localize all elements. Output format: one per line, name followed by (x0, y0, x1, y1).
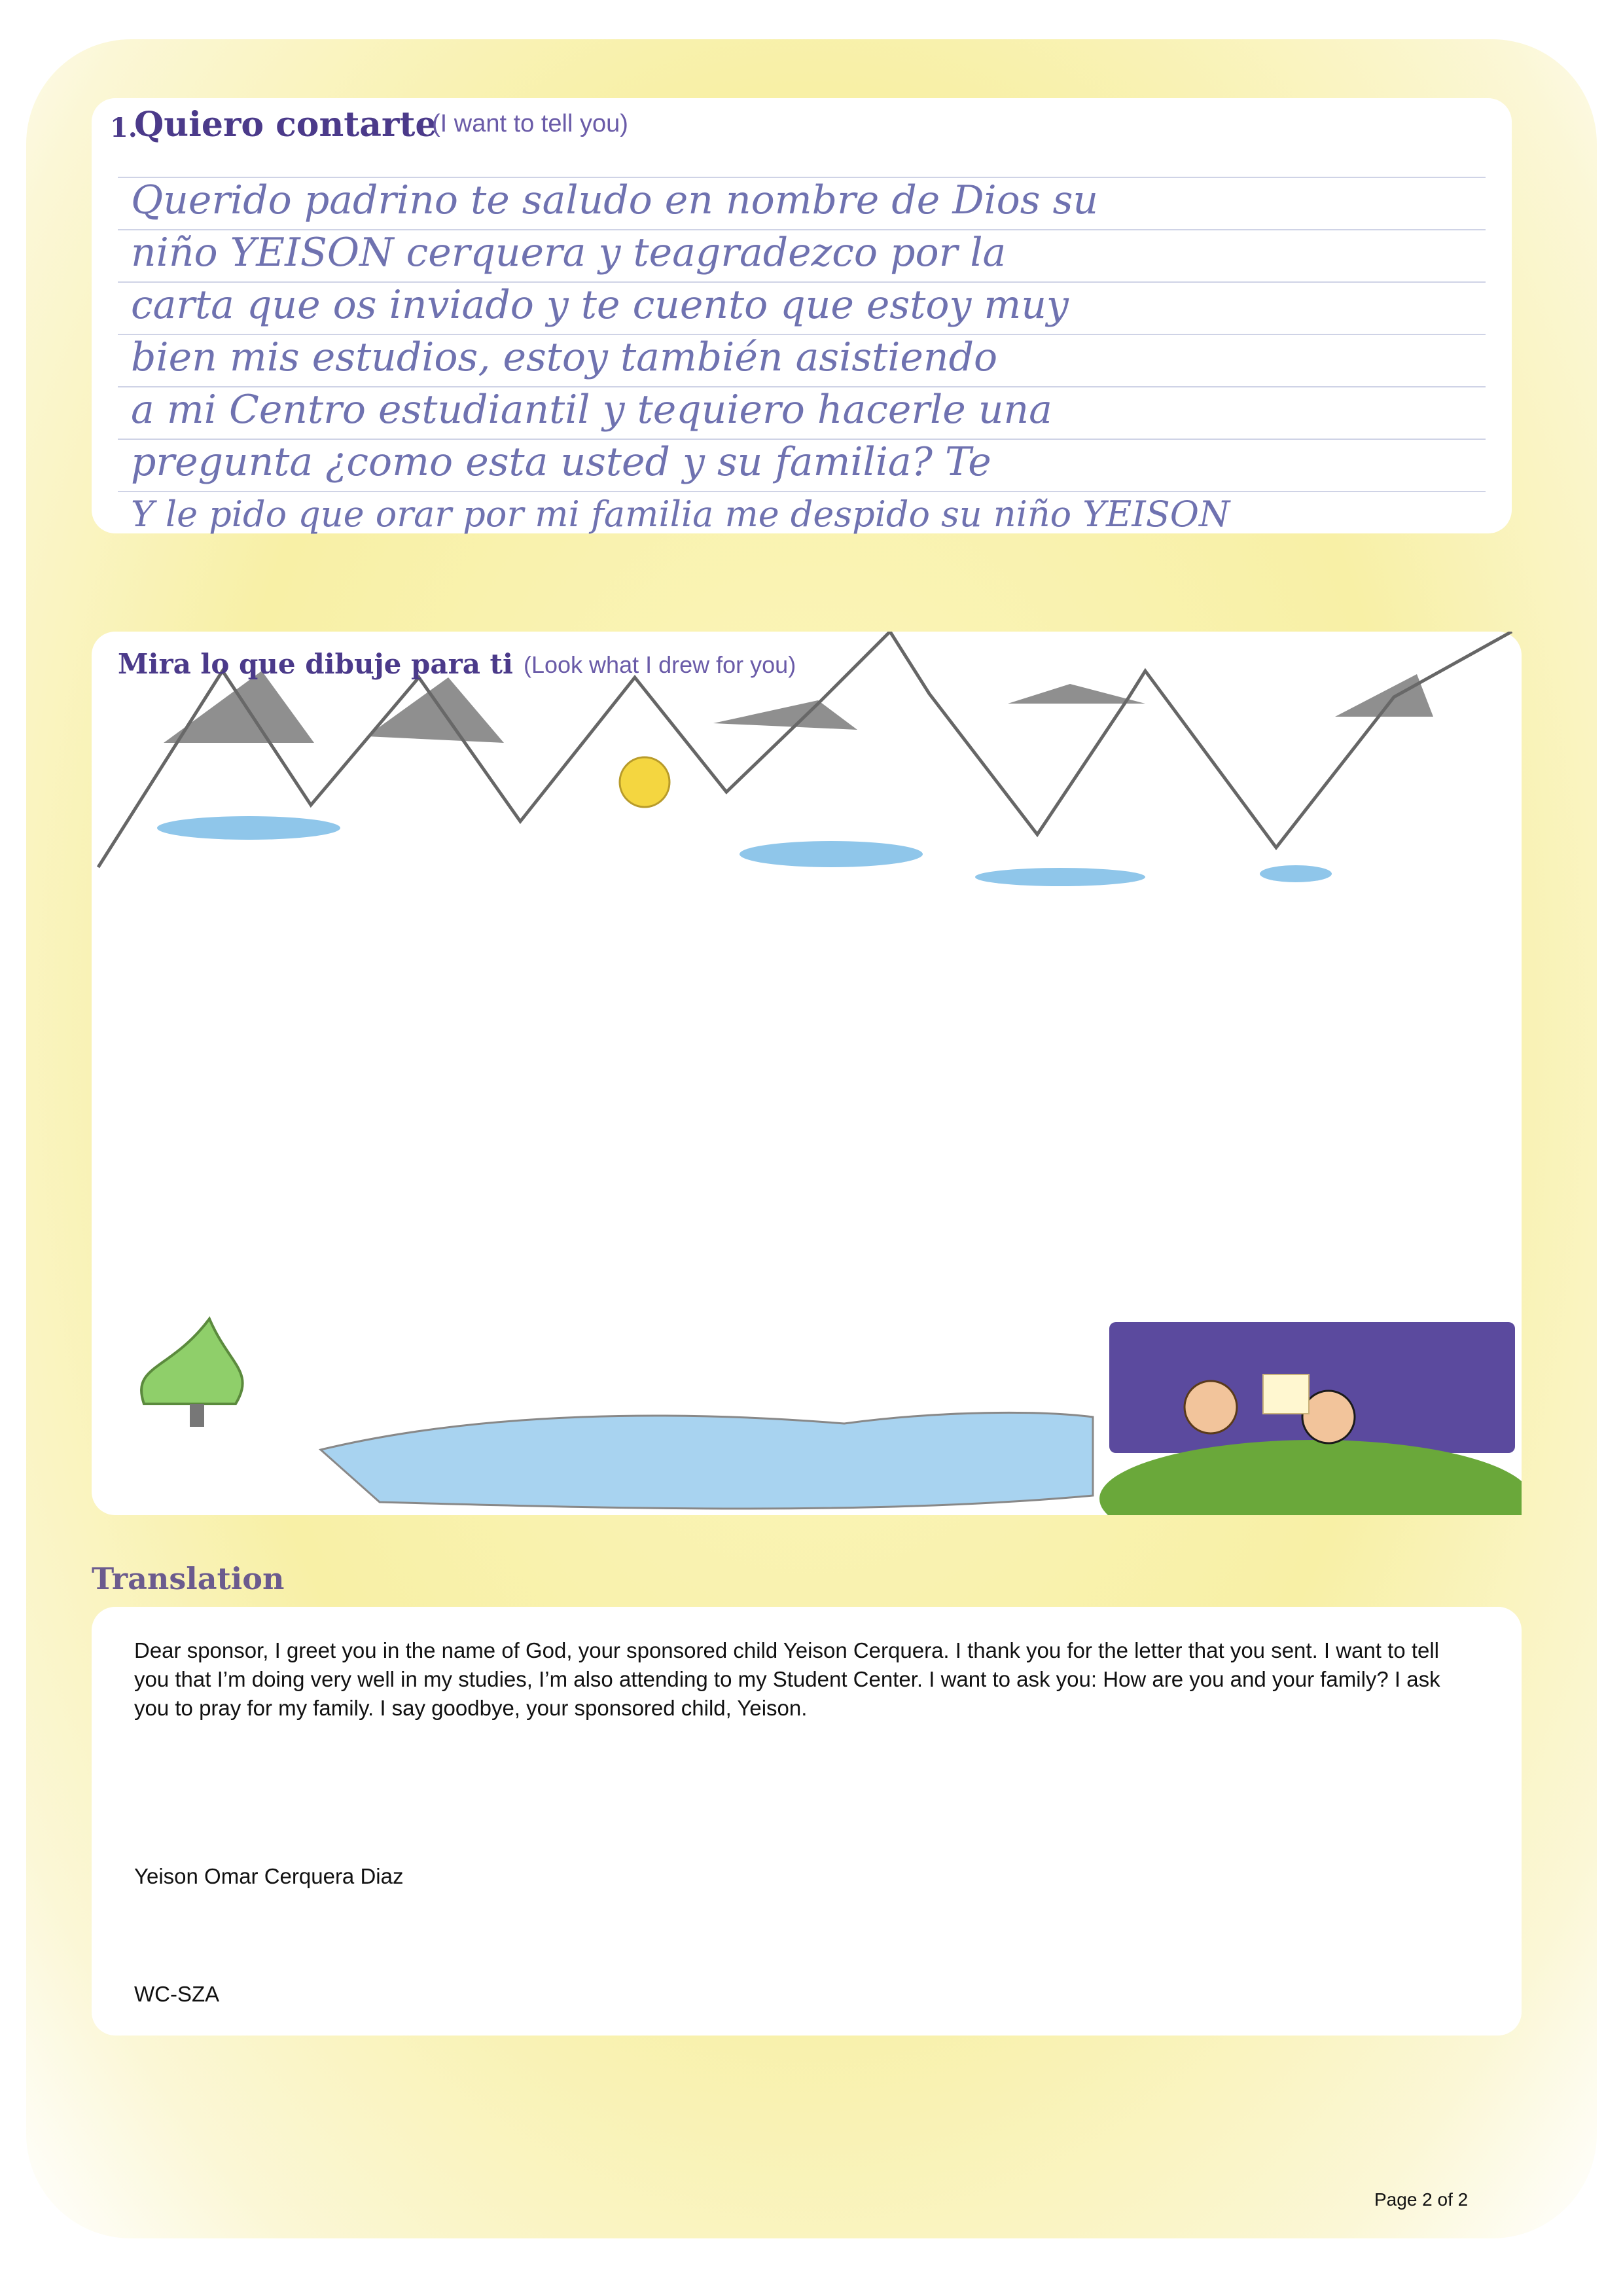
handwriting-line: bien mis estudios, estoy también asistiendo (131, 334, 998, 380)
handwriting-line: Querido padrino te saludo en nombre de Dios su (131, 177, 1099, 223)
child-boy-head (1185, 1381, 1237, 1433)
translation-code: WC-SZA (134, 1982, 220, 2006)
translator-name: Yeison Omar Cerquera Diaz (134, 1864, 404, 1888)
child-drawing (92, 632, 1522, 1515)
sun (620, 757, 669, 807)
lake (975, 868, 1145, 886)
drawing-paper (1263, 1374, 1309, 1414)
handwriting-line: carta que os inviado y te cuento que estoy muy (131, 282, 1069, 328)
mountain-peak (366, 677, 504, 743)
tree (141, 1319, 243, 1404)
handwriting-line: Y le pido que orar por mi familia me despido su niño YEISON (131, 493, 1230, 535)
handwriting-line: pregunta ¿como esta usted y su familia? Te (131, 439, 991, 485)
letter-panel (92, 98, 1512, 533)
section2-title: Mira lo que dibuje para ti (118, 648, 513, 680)
lake (740, 841, 923, 867)
handwriting-line: niño YEISON cerquera y teagradezco por la (131, 230, 1007, 276)
lake (157, 816, 340, 840)
mountain-peak (1008, 684, 1145, 704)
translation-body: Dear sponsor, I greet you in the name of God, your sponsored child Yeison Cerquera. I thank you for the letter that you sent. I want to tell you that I’m doing very well in my studies, I’m also attending to my Student Center. I want to ask you: How are you and your family? I ask you to pray for my family. I say goodbye, your sponsored child, Yeison. (134, 1638, 1440, 1720)
page-number: Page 2 of 2 (1374, 2189, 1469, 2210)
mountain-peak (1335, 674, 1433, 717)
section1-subtitle: (I want to tell you) (432, 110, 628, 137)
river (321, 1412, 1093, 1509)
section-number: 1. (110, 113, 137, 143)
lake (1260, 865, 1332, 882)
section1-title: Quiero contarte (134, 105, 437, 145)
mountain-peak (164, 671, 314, 743)
translation-title: Translation (92, 1561, 285, 1596)
drawing-panel (92, 632, 1522, 1515)
child-girl-head (1302, 1391, 1355, 1443)
mountain-peak (713, 700, 857, 730)
tree-trunk (190, 1404, 204, 1427)
section2-subtitle: (Look what I drew for you) (524, 651, 796, 678)
handwriting-line: a mi Centro estudiantil y tequiero hacerle una (131, 387, 1052, 433)
